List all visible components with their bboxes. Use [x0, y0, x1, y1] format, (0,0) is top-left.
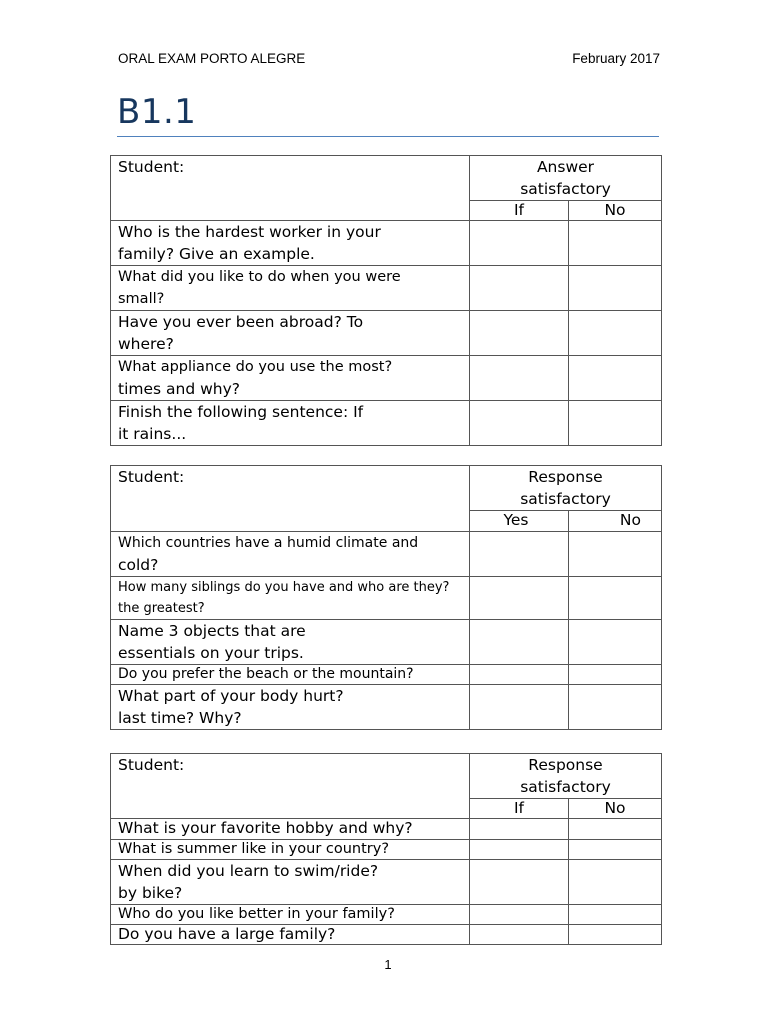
no-checkbox[interactable]	[569, 685, 662, 730]
question-text-line: small?	[118, 291, 165, 307]
question-text-line: it rains...	[118, 425, 187, 443]
question-text-line: where?	[118, 335, 174, 353]
question-cell	[111, 665, 470, 685]
yes-checkbox[interactable]	[470, 685, 569, 730]
question-cell	[111, 577, 470, 620]
question-cell	[111, 860, 470, 905]
student-label: Student:	[111, 156, 470, 221]
question-text-line: What appliance do you use the most?	[118, 359, 393, 375]
question-cell	[111, 819, 470, 840]
no-column-header: No	[569, 201, 662, 221]
question-text-line: family? Give an example.	[118, 245, 315, 263]
no-checkbox[interactable]	[569, 665, 662, 685]
question-text-line: essentials on your trips.	[118, 644, 304, 662]
yes-checkbox[interactable]	[470, 356, 569, 401]
title-rule	[117, 136, 659, 137]
no-checkbox[interactable]	[569, 905, 662, 925]
no-checkbox[interactable]	[569, 819, 662, 840]
question-text-line: Do you have a large family?	[118, 925, 336, 943]
question-text-line: What part of your body hurt?	[118, 687, 344, 705]
question-text-line: by bike?	[118, 884, 183, 902]
question-text-line: Do you prefer the beach or the mountain?	[118, 666, 414, 682]
yes-checkbox[interactable]	[470, 620, 569, 665]
question-text-line: the greatest?	[118, 601, 205, 616]
question-text-line: Name 3 objects that are	[118, 622, 306, 640]
no-checkbox[interactable]	[569, 860, 662, 905]
question-cell	[111, 840, 470, 860]
yes-checkbox[interactable]	[470, 925, 569, 945]
yes-checkbox[interactable]	[470, 665, 569, 685]
no-checkbox[interactable]	[569, 356, 662, 401]
no-checkbox[interactable]	[569, 221, 662, 266]
yes-column-header: If	[470, 201, 569, 221]
question-cell	[111, 311, 470, 356]
question-cell	[111, 221, 470, 266]
yes-column-header: Yes	[470, 511, 569, 532]
no-column-header: No	[569, 511, 662, 532]
yes-checkbox[interactable]	[470, 905, 569, 925]
question-text-line: Finish the following sentence: If	[118, 403, 364, 421]
no-checkbox[interactable]	[569, 266, 662, 311]
question-text-line: How many siblings do you have and who are they?	[118, 580, 450, 595]
yes-checkbox[interactable]	[470, 221, 569, 266]
question-text-line: times and why?	[118, 380, 241, 398]
no-checkbox[interactable]	[569, 577, 662, 620]
header-right: February 2017	[572, 51, 660, 66]
heading-line-2: satisfactory	[520, 180, 611, 198]
no-column-header: No	[569, 799, 662, 819]
heading-line-1: Response	[528, 756, 603, 774]
question-text-line: Have you ever been abroad? To	[118, 313, 364, 331]
question-text-line: What is summer like in your country?	[118, 841, 390, 857]
question-text-line: What did you like to do when you were	[118, 269, 401, 285]
yes-checkbox[interactable]	[470, 401, 569, 446]
heading-line-2: satisfactory	[520, 778, 611, 796]
heading-line-1: Response	[528, 468, 603, 486]
question-cell	[111, 620, 470, 665]
answer-heading	[470, 156, 662, 201]
heading-line-2: satisfactory	[520, 490, 611, 508]
question-cell	[111, 685, 470, 730]
question-text-line: When did you learn to swim/ride?	[118, 862, 379, 880]
question-cell	[111, 266, 470, 311]
no-checkbox[interactable]	[569, 840, 662, 860]
question-text-line: cold?	[118, 556, 159, 574]
student-label: Student:	[111, 754, 470, 819]
question-text-line: last time? Why?	[118, 709, 242, 727]
yes-checkbox[interactable]	[470, 532, 569, 577]
heading-line-1: Answer	[536, 158, 595, 176]
student-label: Student:	[111, 466, 470, 532]
question-text-line: Who is the hardest worker in your	[118, 223, 381, 241]
question-cell	[111, 356, 470, 401]
response-heading	[470, 754, 662, 799]
question-table-1	[110, 155, 662, 446]
page-title: B1.1	[117, 92, 197, 132]
yes-checkbox[interactable]	[470, 819, 569, 840]
header-left: ORAL EXAM PORTO ALEGRE	[118, 51, 306, 66]
yes-checkbox[interactable]	[470, 311, 569, 356]
question-cell	[111, 905, 470, 925]
no-checkbox[interactable]	[569, 620, 662, 665]
question-text-line: What is your favorite hobby and why?	[118, 819, 413, 837]
yes-checkbox[interactable]	[470, 860, 569, 905]
no-checkbox[interactable]	[569, 401, 662, 446]
question-cell	[111, 925, 470, 945]
response-heading	[470, 466, 662, 511]
question-cell	[111, 401, 470, 446]
no-checkbox[interactable]	[569, 925, 662, 945]
yes-checkbox[interactable]	[470, 840, 569, 860]
question-text-line: Which countries have a humid climate and	[118, 535, 419, 551]
question-cell	[111, 532, 470, 577]
yes-column-header: If	[470, 799, 569, 819]
question-text-line: Who do you like better in your family?	[118, 906, 395, 922]
yes-checkbox[interactable]	[470, 577, 569, 620]
yes-checkbox[interactable]	[470, 266, 569, 311]
page-number: 1	[384, 957, 392, 972]
question-table-3	[110, 753, 662, 945]
no-checkbox[interactable]	[569, 532, 662, 577]
no-checkbox[interactable]	[569, 311, 662, 356]
question-table-2	[110, 465, 662, 730]
